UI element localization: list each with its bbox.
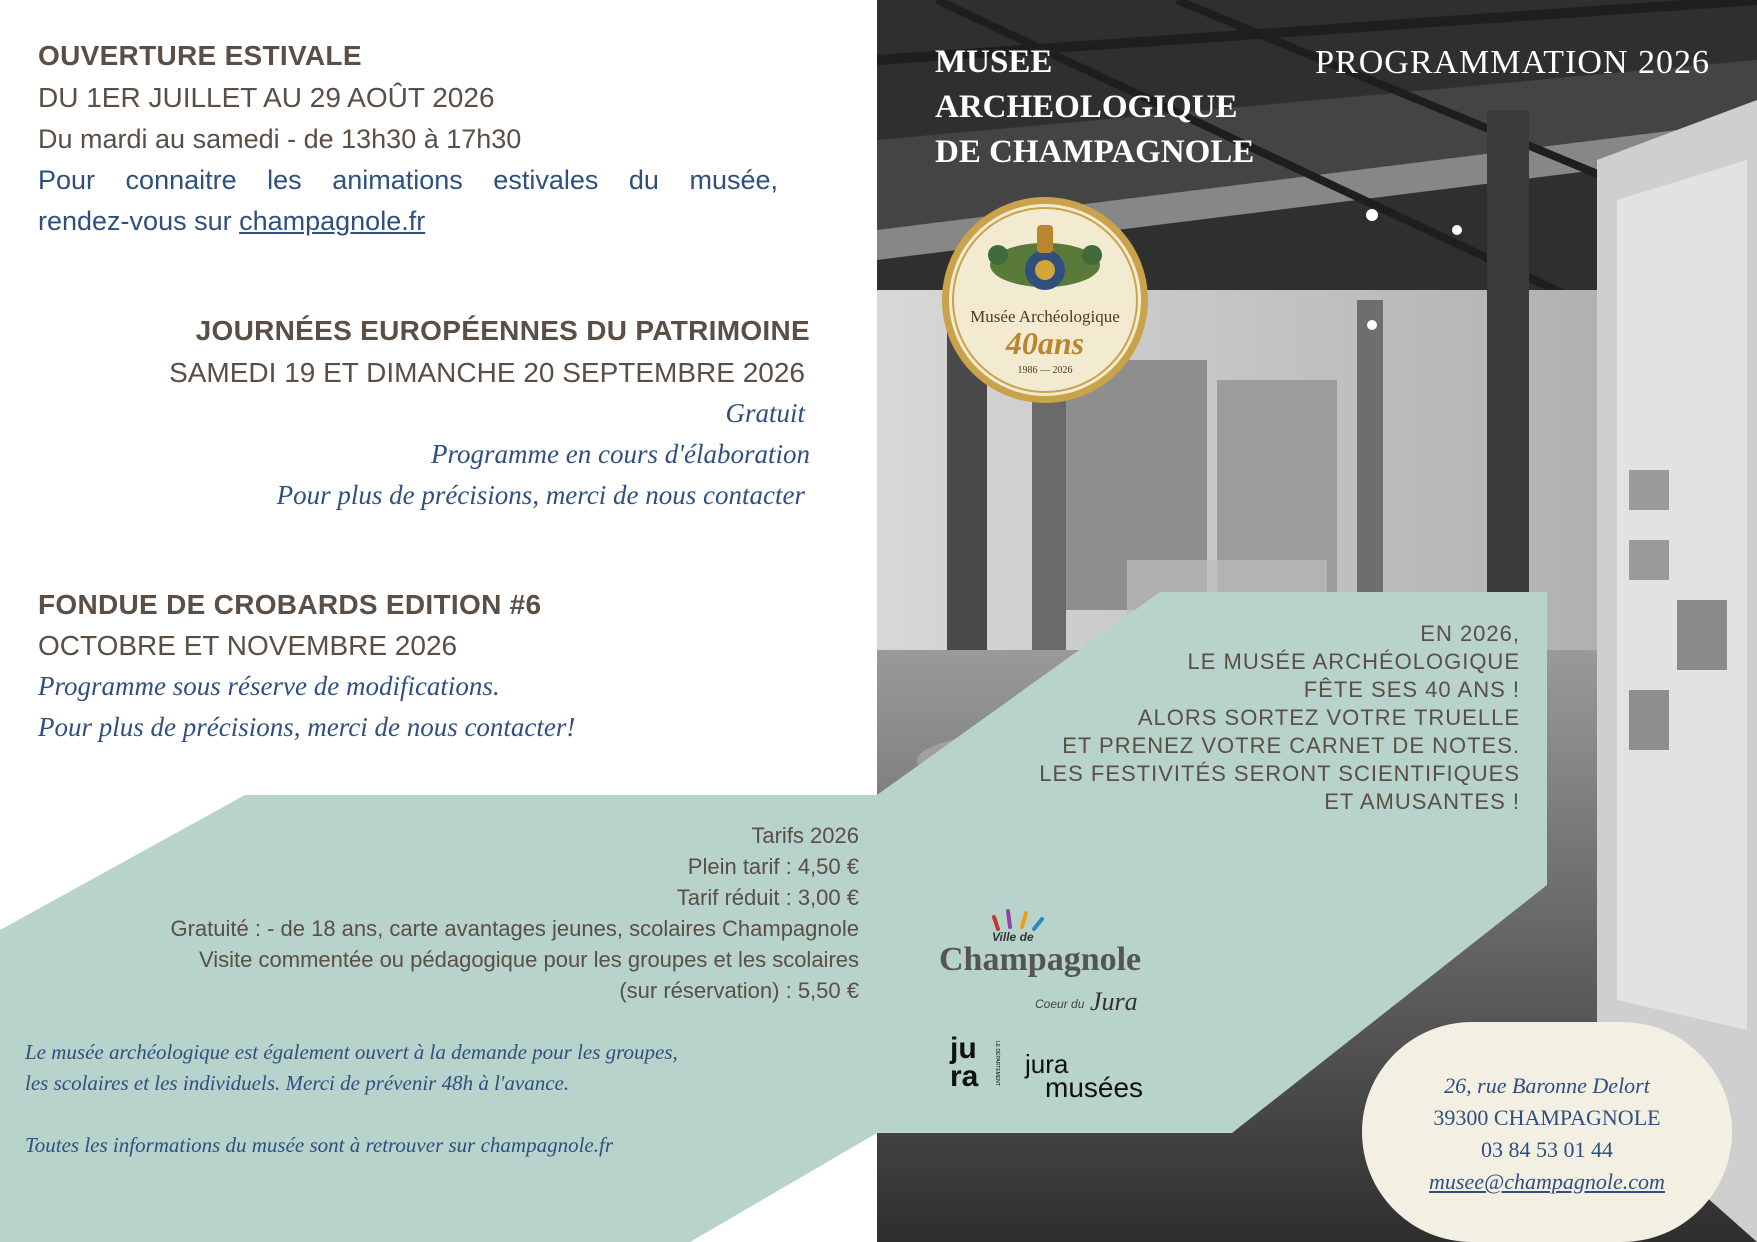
tarifs-title: Tarifs 2026 [751,823,859,848]
logo-coeur-du: Coeur du [1035,997,1085,1011]
tarifs-reduit: Tarif réduit : 3,00 € [676,885,859,910]
badge-anniv: 40ans [1005,325,1085,361]
tarifs-visite: Visite commentée ou pédagogique pour les groupes et les scolaires [199,947,859,972]
fondue-line1: Programme sous réserve de modifications. [38,671,500,701]
groupes-line2: les scolaires et les individuels. Merci de prévenir 48h à l'avance. [25,1071,570,1095]
museum-title-line3: DE CHAMPAGNOLE [935,134,1255,170]
journees-dates: SAMEDI 19 ET DIMANCHE 20 SEPTEMBRE 2026 [169,357,805,388]
contact-block [1362,1070,1732,1198]
champagnole-logo [935,905,1155,1030]
tarifs-plein: Plein tarif : 4,50 € [687,854,859,879]
journees-title: JOURNÉES EUROPÉENNES DU PATRIMOINE [195,315,810,346]
anniversary-line5: ET PRENEZ VOTRE CARNET DE NOTES. [1062,733,1520,758]
ouverture-title: OUVERTURE ESTIVALE [38,40,362,71]
champagnole-link[interactable]: champagnole.fr [239,206,426,236]
jura-musees-bottom: musées [1045,1072,1144,1103]
anniversary-line7: ET AMUSANTES ! [1324,789,1520,814]
ouverture-hours: Du mardi au samedi - de 13h30 à 17h30 [38,124,522,154]
jura-musees-top: jura [1025,1049,1069,1079]
groupes-block [25,1037,678,1161]
contact-city: 39300 CHAMPAGNOLE [1433,1105,1661,1130]
jura-musees-logo [1025,1049,1165,1107]
fondue-dates: OCTOBRE ET NOVEMBRE 2026 [38,630,458,661]
jura-dept-bottom: ra [950,1060,979,1093]
contact-street: 26, rue Baronne Delort [1444,1073,1650,1098]
journees-price: Gratuit [725,398,805,428]
jura-dept-small: LE DÉPARTEMENT [994,1041,1000,1086]
anniversary-badge [940,195,1150,405]
ouverture-dates: DU 1ER JUILLET AU 29 AOÛT 2026 [38,82,495,113]
museum-title-line1: MUSEE [935,44,1053,80]
jura-dept-top: ju [950,1032,977,1065]
programmation-title: PROGRAMMATION 2026 [1315,44,1710,81]
anniversary-line2: LE MUSÉE ARCHÉOLOGIQUE [1187,649,1520,674]
logo-jura: Jura [1090,987,1138,1016]
color-dots-icon [990,905,1050,933]
contact-email-link[interactable]: musee@champagnole.com [1429,1169,1665,1194]
museum-title-line2: ARCHEOLOGIQUE [935,89,1238,125]
tarifs-reservation: (sur réservation) : 5,50 € [619,978,859,1003]
anniversary-line6: LES FESTIVITÉS SERONT SCIENTIFIQUES [1039,761,1520,786]
fondue-line2: Pour plus de précisions, merci de nous contacter! [38,712,576,742]
ouverture-info-line1: Pour connaitre les animations estivales du musée, [38,165,778,195]
journees-line1: Programme en cours d'élaboration [431,439,810,469]
anniversary-line4: ALORS SORTEZ VOTRE TRUELLE [1137,705,1520,730]
museum-title [935,40,1254,175]
contact-phone: 03 84 53 01 44 [1481,1137,1613,1162]
groupes-line3: Toutes les informations du musée sont à retrouver sur champagnole.fr [25,1133,613,1157]
ouverture-info-line2 [38,206,425,237]
tarifs-block [170,820,859,1006]
tarifs-gratuite: Gratuité : - de 18 ans, carte avantages jeunes, scolaires Champagnole [170,916,859,941]
logo-champagnole: Champagnole [939,941,1142,978]
jura-departement-logo [950,1032,1000,1103]
badge-name: Musée Archéologique [970,307,1120,326]
logo-ville-de: Ville de [992,930,1034,944]
contact-card [1362,1022,1732,1242]
anniversary-line1: EN 2026, [1420,621,1520,646]
badge-years: 1986 — 2026 [1017,365,1073,376]
fondue-title: FONDUE DE CROBARDS EDITION #6 [38,589,542,620]
anniversary-text [1039,620,1520,816]
groupes-line1: Le musée archéologique est également ouvert à la demande pour les groupes, [25,1040,678,1064]
journees-line2: Pour plus de précisions, merci de nous contacter [276,480,805,510]
ouverture-info-prefix: rendez-vous sur [38,206,240,236]
anniversary-line3: FÊTE SES 40 ANS ! [1303,677,1520,702]
